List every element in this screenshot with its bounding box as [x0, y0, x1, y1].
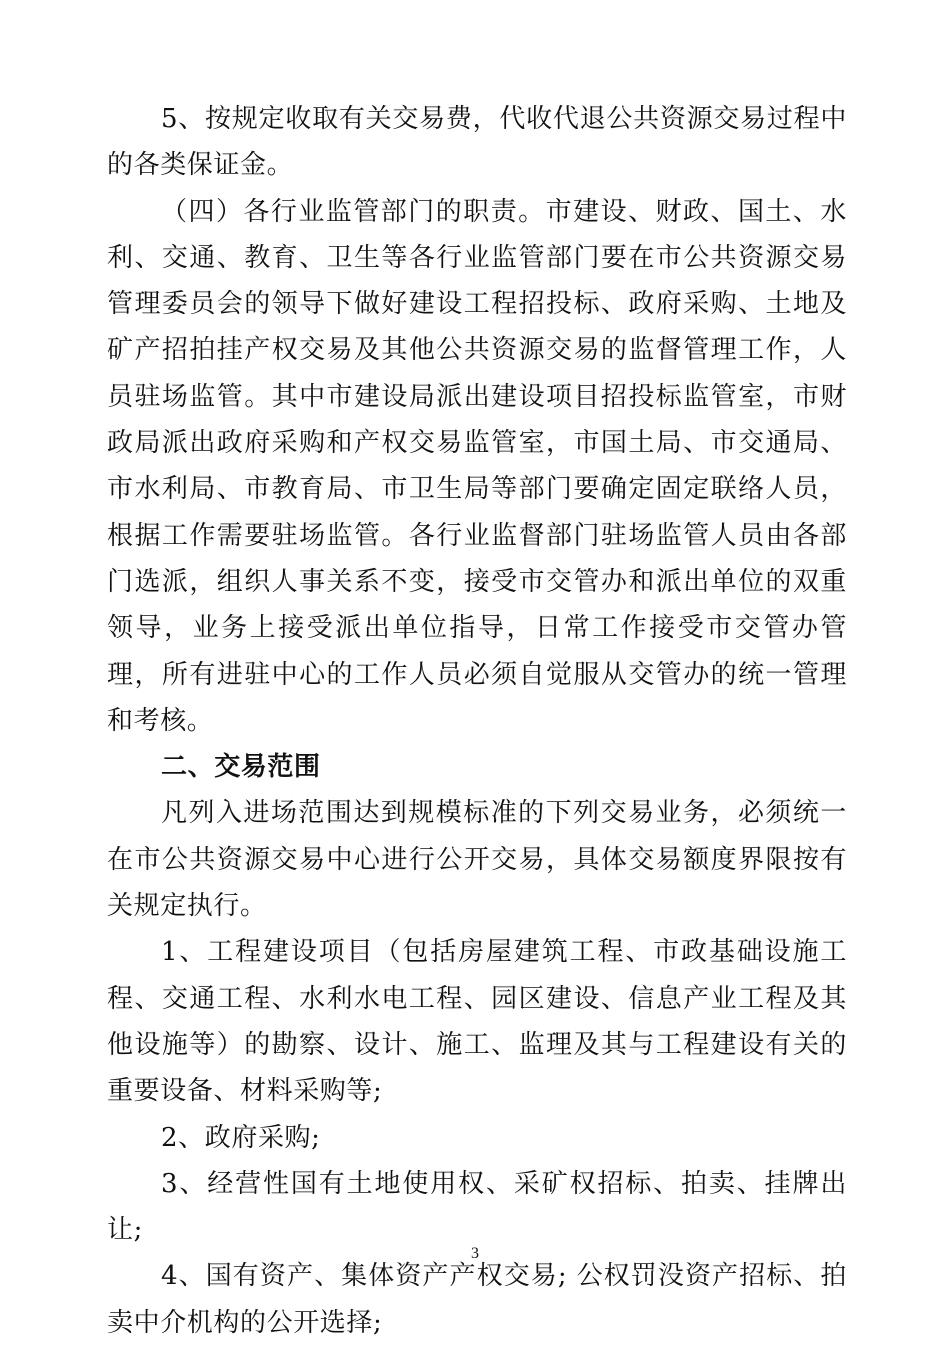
- list-item-construction-projects: 1、工程建设项目（包括房屋建筑工程、市政基础设施工程、交通工程、水利水电工程、园区建设、信息产业工程及其他设施等）的勘察、设计、施工、监理及其与工程建设有关的重要设备、材料采购等;: [107, 937, 847, 1107]
- section-heading-trading-scope: 二、交易范围: [161, 752, 321, 783]
- paragraph-fee-collection: 5、按规定收取有关交易费，代收代退公共资源交易过程中的各类保证金。: [107, 104, 847, 181]
- list-item-government-procurement: 2、政府采购;: [161, 1122, 321, 1153]
- document-body: [107, 96, 847, 1346]
- page-number: 3: [471, 1245, 479, 1262]
- list-item-property-rights-trading: 4、国有资产、集体资产产权交易; 公权罚没资产招标、拍卖中介机构的公开选择;: [107, 1261, 847, 1338]
- list-item-land-use-rights: 3、经营性国有土地使用权、采矿权招标、拍卖、挂牌出让;: [107, 1168, 847, 1246]
- paragraph-scope-intro: 凡列入进场范围达到规模标准的下列交易业务，必须统一在市公共资源交易中心进行公开交易，具体交易额度界限按有关规定执行。: [107, 798, 847, 922]
- paragraph-regulatory-duties: （四）各行业监管部门的职责。市建设、财政、国土、水利、交通、教育、卫生等各行业监管部门要在市公共资源交易管理委员会的领导下做好建设工程招投标、政府采购、土地及矿产招拍挂产权交易及其他公共资源交易的监督管理工作，人员驻场监管。其中市建设局派出建设项目招投标监管室，市财政局派出政府采购和产权交易监管室，市国土局、市交通局、市水利局、市教育局、市卫生局等部门要确定固定联络人员，根据工作需要驻场监管。各行业监督部门驻场监管人员由各部门选派，组织人事关系不变，接受市交管办和派出单位的双重领导，业务上接受派出单位指导，日常工作接受市交管办管理，所有进驻中心的工作人员必须自觉服从交管办的统一管理和考核。: [107, 196, 847, 736]
